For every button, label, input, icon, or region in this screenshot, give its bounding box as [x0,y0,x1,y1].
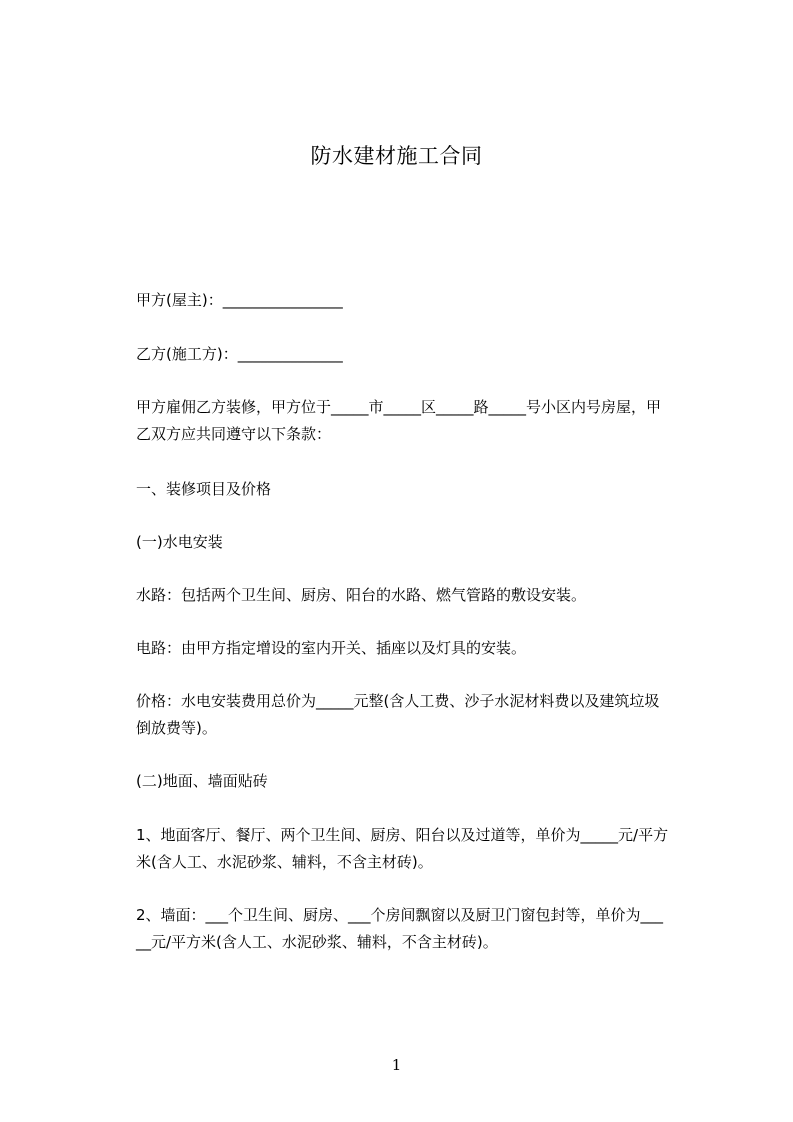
intro-paragraph-line-2: 乙双方应共同遵守以下条款： [136,425,332,443]
subsection-heading-2: (二)地面、墙面贴砖 [136,772,268,790]
page-number: 1 [391,1056,402,1074]
party-a-line: 甲方(屋主)：________________ [136,291,343,309]
price-paragraph-line-1: 价格：水电安装费用总价为_____元整(含人工费、沙子水泥材料费以及建筑垃圾 [136,692,660,710]
subsection-heading-1: (一)水电安装 [136,533,223,551]
document-title: 防水建材施工合同 [310,144,483,168]
water-route-line: 水路：包括两个卫生间、厨房、阳台的水路、燃气管路的敷设安装。 [136,586,587,604]
party-b-line: 乙方(施工方)：______________ [136,345,343,363]
wall-tile-line-1: 2、墙面：___个卫生间、厨房、___个房间飘窗以及厨卫门窗包封等，单价为___ [136,906,664,924]
electric-route-line: 电路：由甲方指定增设的室内开关、插座以及灯具的安装。 [136,639,527,657]
floor-tile-line-2: 米(含人工、水泥砂浆、辅料，不含主材砖)。 [136,853,433,871]
intro-paragraph-line-1: 甲方雇佣乙方装修，甲方位于_____市_____区_____路_____号小区内号房屋，甲 [136,398,662,416]
wall-tile-line-2: __元/平方米(含人工、水泥砂浆、辅料，不含主材砖)。 [136,933,498,951]
price-paragraph-line-2: 倒放费等)。 [136,719,217,737]
floor-tile-line-1: 1、地面客厅、餐厅、两个卫生间、厨房、阳台以及过道等，单价为_____元/平方 [136,826,669,844]
section-heading-1: 一、装修项目及价格 [136,480,272,498]
